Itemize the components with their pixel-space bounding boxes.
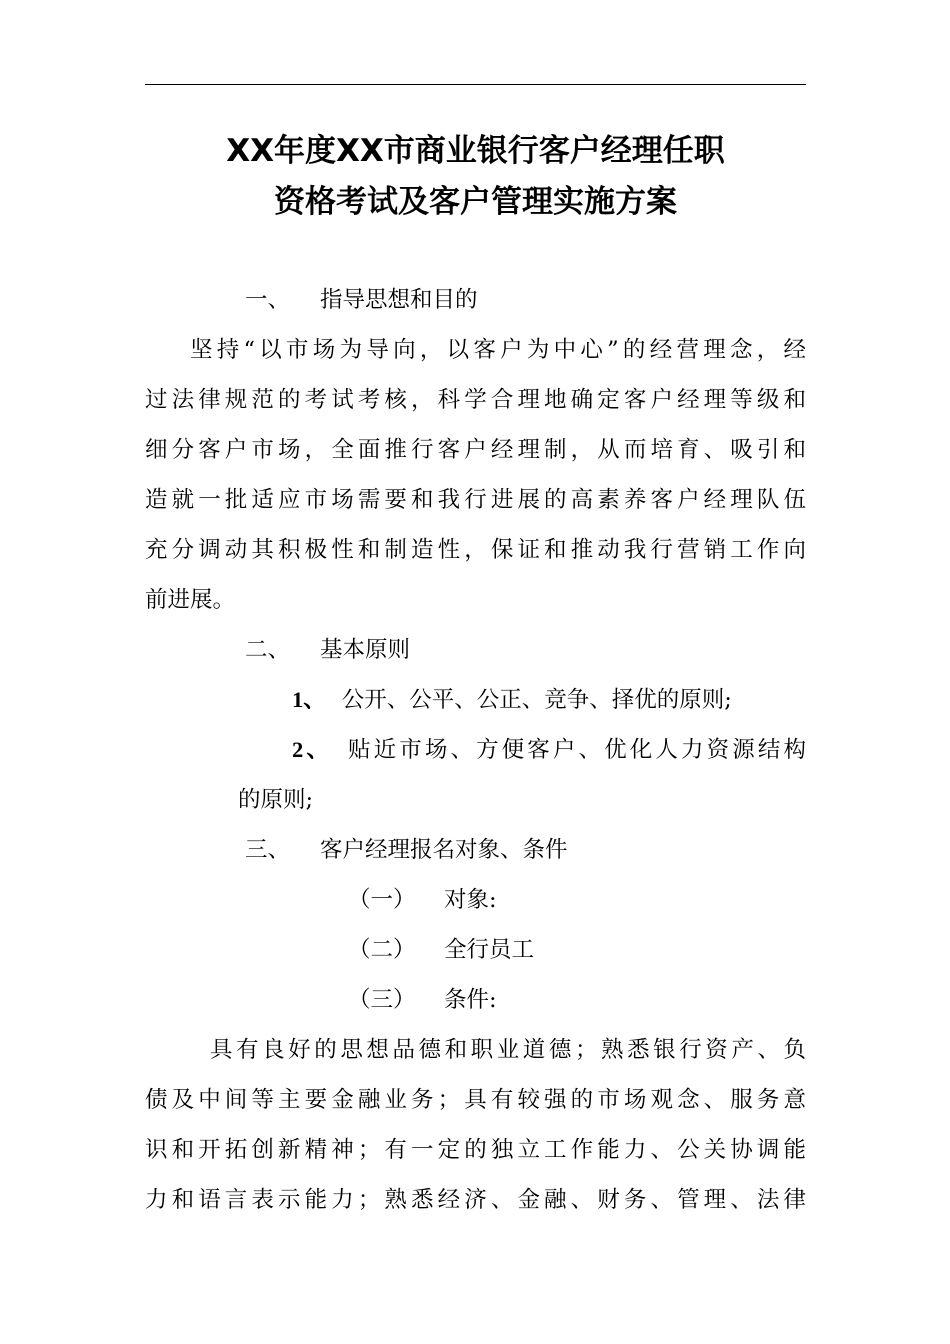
paragraph-line: 力和语言表示能力；熟悉经济、金融、财务、管理、法律 xyxy=(145,1187,806,1213)
document-title-line-1: XX年度XX市商业银行客户经理任职 xyxy=(226,133,725,169)
principle-text: 贴近市场、方便客户、优化人力资源结构 xyxy=(347,737,806,763)
sub-item-text: 条件: xyxy=(444,987,497,1013)
principle-number: 1、 xyxy=(292,687,326,712)
paragraph-line: 具有良好的思想品德和职业道德；熟悉银行资产、负 xyxy=(210,1037,806,1063)
principle-item-2 xyxy=(292,735,806,765)
paragraph-line: 前进展。 xyxy=(145,587,236,613)
section-3-label: 三、 xyxy=(245,837,291,863)
paragraph-line: 充分调动其积极性和制造性，保证和推动我行营销工作向 xyxy=(145,537,806,563)
paragraph-line: 债及中间等主要金融业务；具有较强的市场观念、服务意 xyxy=(145,1087,806,1113)
document-title-line-2: 资格考试及客户管理实施方案 xyxy=(274,184,677,220)
paragraph-line: 过法律规范的考试考核，科学合理地确定客户经理等级和 xyxy=(145,387,806,413)
sub-item xyxy=(348,885,497,915)
principle-number: 2、 xyxy=(292,737,332,762)
section-1-heading xyxy=(245,285,478,315)
section-1-label: 一、 xyxy=(245,287,291,313)
section-3-heading xyxy=(245,835,568,865)
sub-item xyxy=(348,935,534,965)
paragraph-line: 坚持“以市场为导向，以客户为中心”的经营理念，经 xyxy=(190,337,806,363)
section-1-title: 指导思想和目的 xyxy=(320,287,478,313)
principle-text: 公开、公平、公正、竞争、择优的原则; xyxy=(341,687,732,713)
sub-item-label: （三） xyxy=(348,987,416,1013)
paragraph-line: 识和开拓创新精神；有一定的独立工作能力、公关协调能 xyxy=(145,1137,806,1163)
sub-item xyxy=(348,985,497,1015)
header-rule xyxy=(145,84,806,85)
sub-item-label: （一） xyxy=(348,887,416,913)
section-3-title: 客户经理报名对象、条件 xyxy=(320,837,568,863)
paragraph-line: 造就一批适应市场需要和我行进展的高素养客户经理队伍 xyxy=(145,487,806,513)
paragraph-line: 细分客户市场，全面推行客户经理制，从而培育、吸引和 xyxy=(145,437,806,463)
section-2-title: 基本原则 xyxy=(320,637,411,663)
sub-item-label: （二） xyxy=(348,937,416,963)
section-2-label: 二、 xyxy=(245,637,291,663)
principle-item-2-continuation: 的原则; xyxy=(238,787,314,813)
sub-item-text: 全行员工 xyxy=(444,937,535,963)
section-2-heading xyxy=(245,635,410,665)
sub-item-text: 对象: xyxy=(444,887,497,913)
principle-item-1 xyxy=(292,685,732,715)
